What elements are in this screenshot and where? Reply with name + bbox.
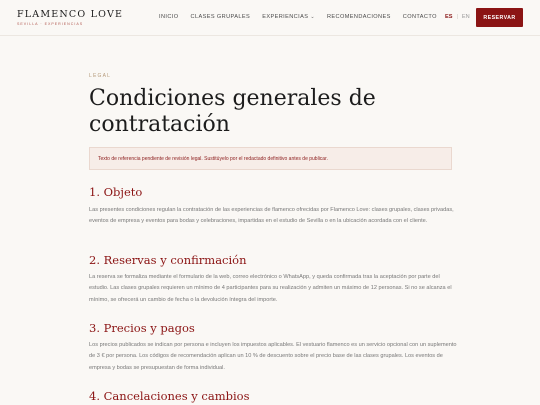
chevron-down-icon: ⌄: [310, 14, 315, 20]
section-body-reservas: La reserva se formaliza mediante el formulario de la web, correo electrónico o WhatsApp, y queda confirmada tras la aceptación por parte del estudio. Las clases grupales requieren un mínimo de 4 participantes para su realización y admiten un máximo de 12 personas. Si no se alcanza el mínimo, se ofrecerá un cambio de fecha o la devolución íntegra del importe.: [89, 274, 452, 303]
nav-item-inicio[interactable]: [159, 13, 179, 21]
nav-item-experiencias[interactable]: [262, 13, 315, 21]
nav-label: INICIO: [159, 14, 179, 20]
nav-label: EXPERIENCIAS: [262, 14, 309, 20]
brand-logo[interactable]: [17, 10, 123, 26]
page-eyebrow: LEGAL: [89, 73, 112, 79]
nav-label: CONTACTO: [402, 14, 437, 20]
language-separator: |: [456, 14, 458, 20]
section-body-objeto: Las presentes condiciones regulan la contratación de las experiencias de flamenco ofrecidas por Flamenco Love: clases grupales, clases privadas, eventos de empresa y eventos para bodas y celebraciones, impartidas en el estudio de Sevilla o en la ubicación acordada con el cliente.: [89, 207, 454, 225]
nav-item-clases-grupales[interactable]: [191, 13, 251, 21]
main-nav: [159, 13, 449, 21]
legal-notice-banner: Texto de referencia pendiente de revisión legal. Sustitúyelo por el redactado definitivo antes de publicar.: [89, 147, 452, 170]
brand-name: FLAMENCO LOVE: [17, 9, 124, 20]
language-en[interactable]: EN: [461, 14, 470, 20]
section-title-cancelaciones: 4. Cancelaciones y cambios: [89, 389, 250, 403]
language-switcher: [445, 13, 470, 21]
nav-item-contacto[interactable]: [403, 13, 437, 21]
section-body-precios: Los precios publicados se indican por persona e incluyen los impuestos aplicables. El vestuario flamenco es un servicio opcional con un suplemento de 3 € por persona. Los códigos de recomendación aplican un 10 % de descuento sobre el precio base de las clases grupales. Los eventos de empresa y bodas se presupuestan de forma individual.: [89, 342, 457, 371]
nav-label: RECOMENDACIONES: [326, 14, 391, 20]
reserve-button[interactable]: RESERVAR: [476, 8, 523, 27]
nav-label: CLASES GRUPALES: [190, 14, 251, 20]
language-es[interactable]: ES: [445, 14, 453, 20]
site-header: [0, 0, 540, 36]
page-title: Condiciones generales de contratación: [89, 86, 376, 137]
brand-tagline: SEVILLA · EXPERIENCIAS: [17, 22, 84, 26]
section-title-objeto: 1. Objeto: [89, 185, 143, 199]
nav-item-recomendaciones[interactable]: [327, 13, 391, 21]
section-title-reservas: 2. Reservas y confirmación: [89, 253, 247, 267]
section-title-precios: 3. Precios y pagos: [89, 321, 195, 335]
